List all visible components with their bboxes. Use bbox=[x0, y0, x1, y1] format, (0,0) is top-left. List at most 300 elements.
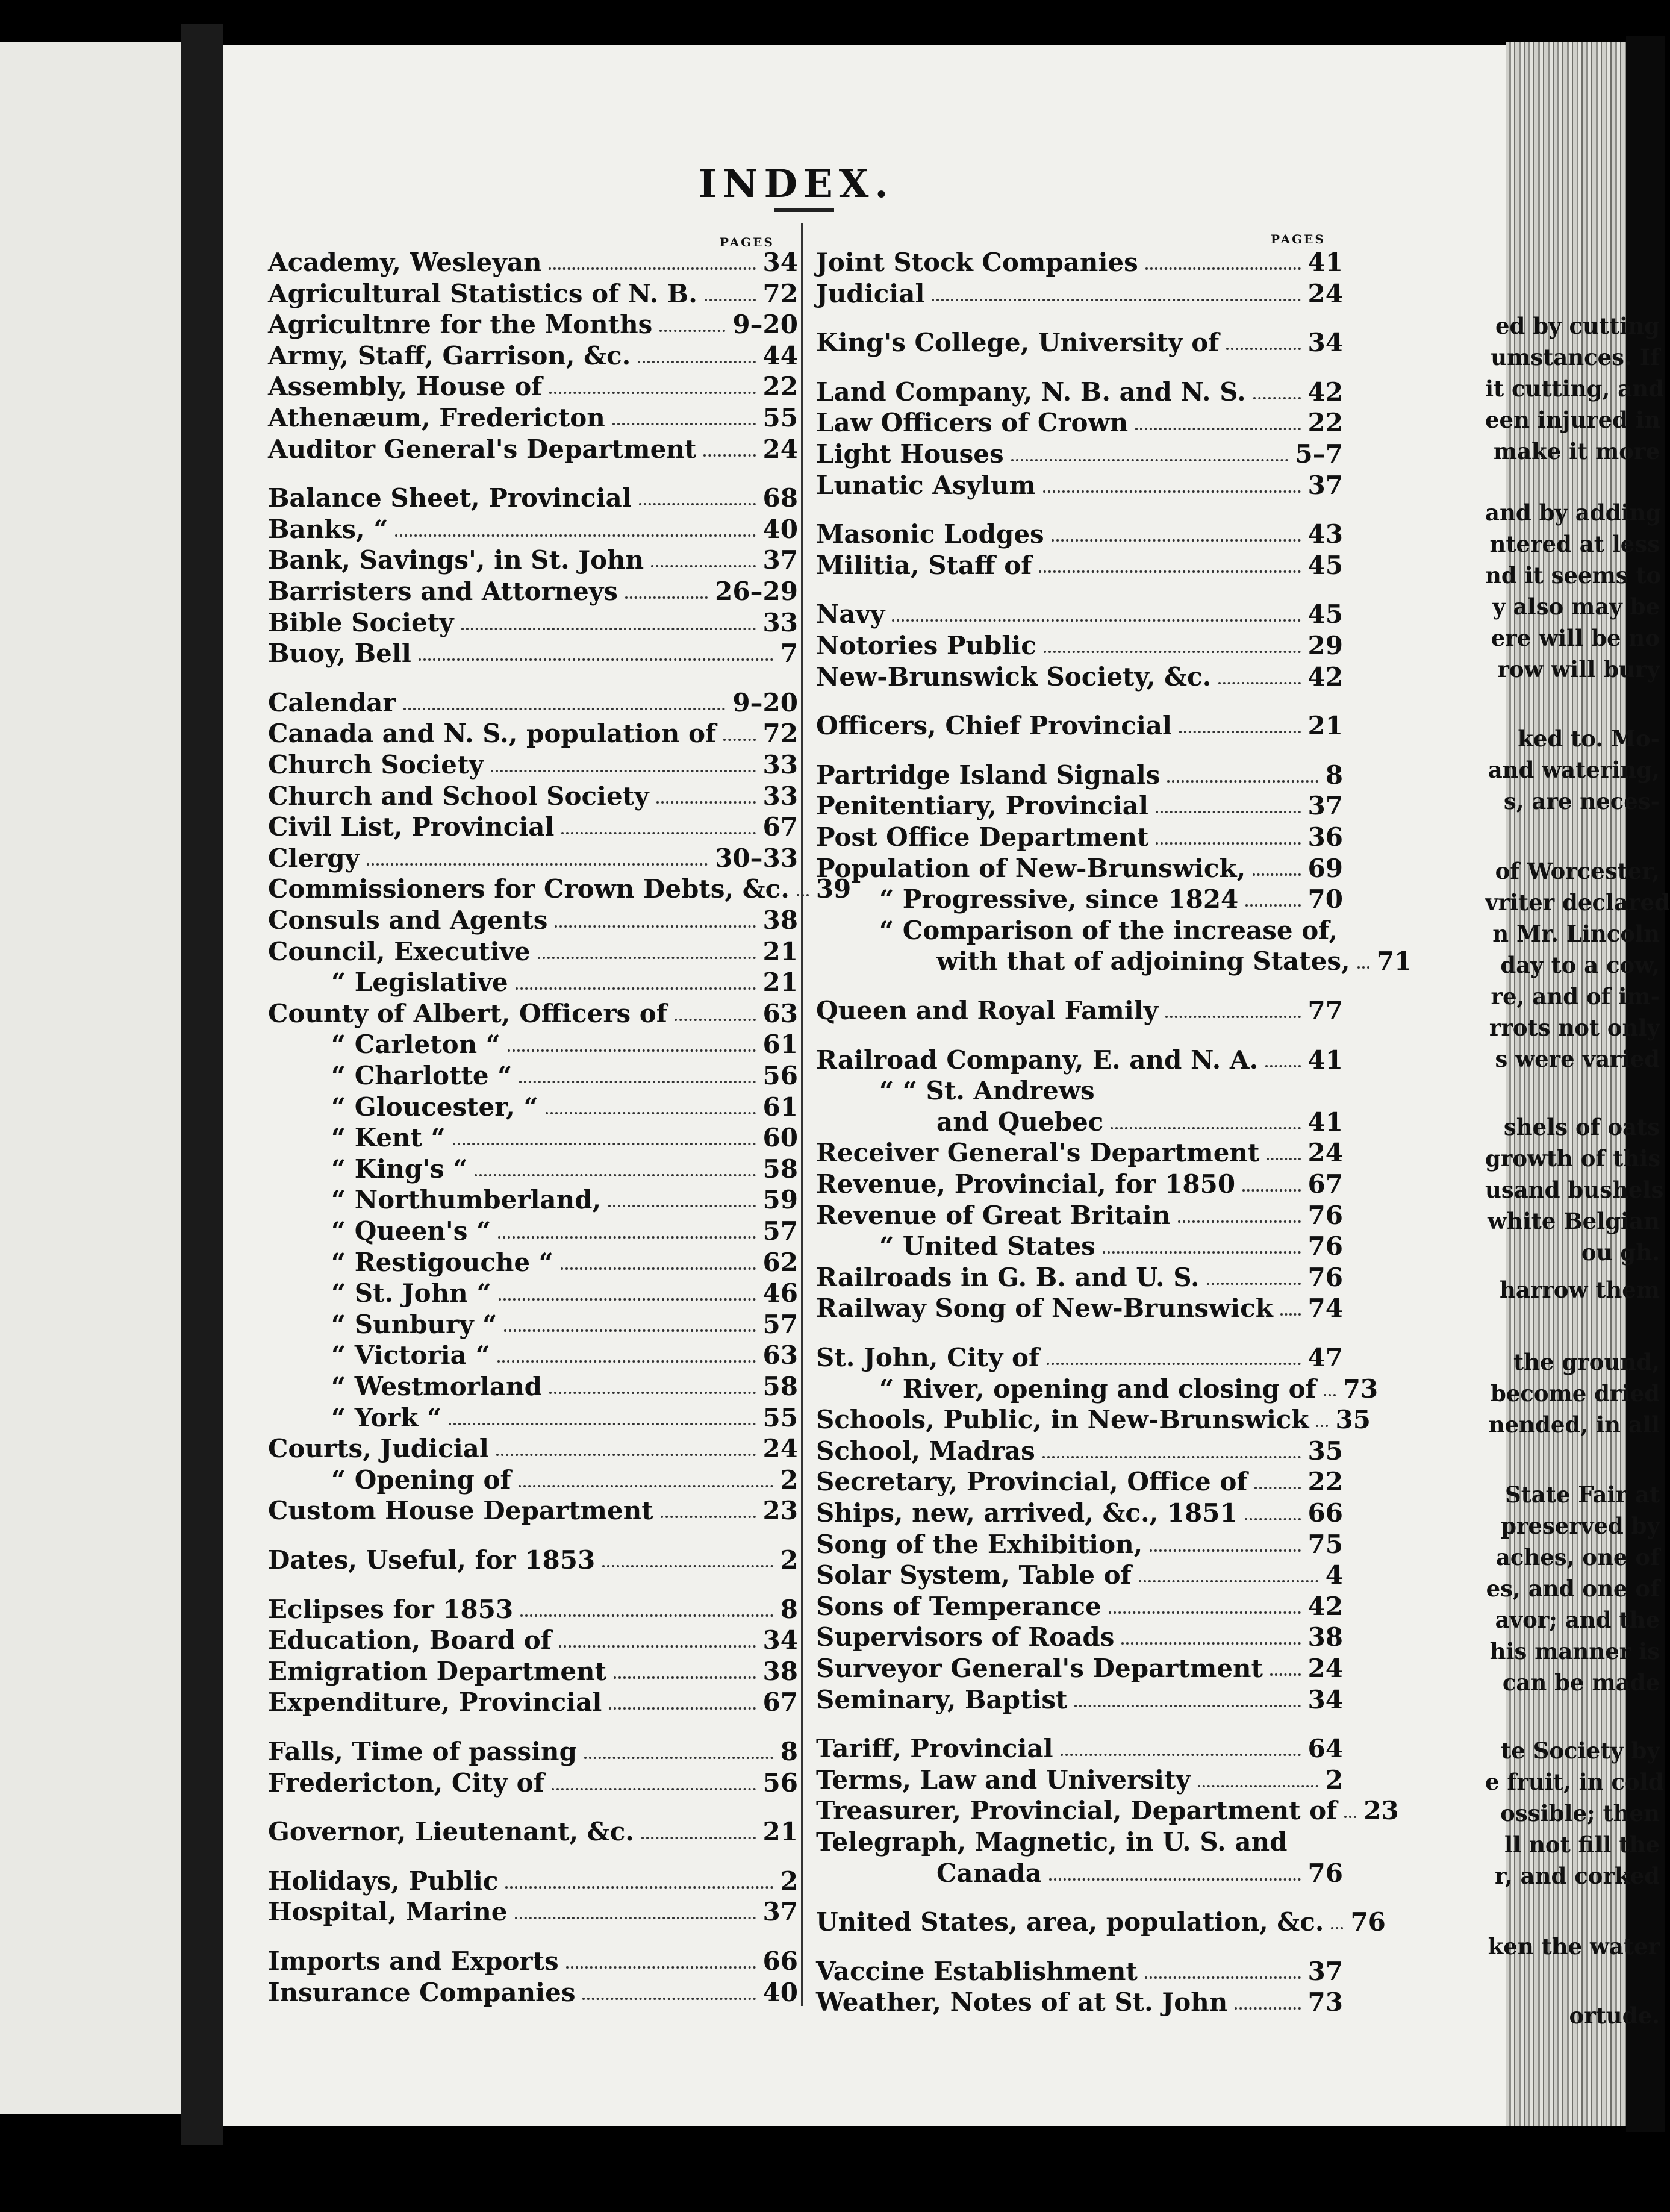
index-page-number: 55 bbox=[762, 1402, 798, 1432]
dot-leader bbox=[932, 299, 1300, 301]
dot-leader bbox=[1344, 1816, 1356, 1818]
index-entry bbox=[268, 434, 798, 465]
index-page-number: 72 bbox=[762, 719, 798, 749]
index-entry bbox=[816, 1653, 1343, 1684]
index-entry bbox=[816, 247, 1343, 278]
index-entry-text: Calendar bbox=[268, 687, 396, 717]
index-entry bbox=[268, 1656, 798, 1687]
dot-leader bbox=[1167, 780, 1318, 783]
index-page-number: 58 bbox=[762, 1372, 798, 1401]
index-entry bbox=[268, 936, 798, 967]
index-page-number: 45 bbox=[1307, 550, 1343, 580]
left-page-text-line: ere will be no bbox=[1491, 625, 1660, 651]
index-entry bbox=[816, 1137, 1343, 1169]
index-page-number: 44 bbox=[762, 340, 798, 370]
index-entry bbox=[268, 1687, 798, 1718]
index-entry bbox=[268, 1545, 798, 1576]
index-page-number: 63 bbox=[762, 1340, 798, 1370]
dot-leader bbox=[453, 1143, 756, 1145]
left-page-text-line: avor; and the bbox=[1495, 1607, 1660, 1633]
dot-leader bbox=[566, 1966, 756, 1969]
dot-leader bbox=[1145, 267, 1301, 270]
left-page-text-line: vriter declared bbox=[1485, 889, 1670, 916]
dot-leader bbox=[449, 1423, 755, 1425]
index-page-number: 37 bbox=[1307, 1956, 1343, 1986]
index-entry-text: Post Office Department bbox=[816, 822, 1149, 852]
index-page-number: 39 bbox=[815, 874, 852, 904]
index-entry bbox=[816, 1075, 1343, 1107]
page-title: INDEX. bbox=[699, 161, 894, 207]
index-entry bbox=[268, 1946, 798, 1977]
index-entry bbox=[268, 1767, 798, 1799]
index-page-number: 37 bbox=[762, 1897, 798, 1927]
left-page-text-line: rrots not only bbox=[1489, 1014, 1660, 1041]
index-page-number: 21 bbox=[762, 936, 798, 966]
dot-leader bbox=[608, 1205, 755, 1207]
left-page-text-line: make it more bbox=[1493, 438, 1660, 464]
dot-leader bbox=[705, 299, 756, 301]
index-page-number: 33 bbox=[762, 781, 798, 811]
index-page-number: 61 bbox=[762, 1092, 798, 1122]
index-entry-text: Revenue, Provincial, for 1850 bbox=[816, 1169, 1236, 1199]
index-entry bbox=[268, 1247, 798, 1278]
index-page-number: 42 bbox=[1307, 1591, 1343, 1621]
index-entry-text: Penitentiary, Provincial bbox=[816, 791, 1148, 821]
dot-leader bbox=[1139, 1580, 1318, 1582]
index-entry bbox=[268, 340, 798, 372]
index-page-number: 73 bbox=[1307, 1987, 1343, 2017]
index-page-number: 68 bbox=[762, 483, 798, 513]
left-page-text-line: een injured in bbox=[1485, 407, 1660, 433]
index-entry-text: Church and School Society bbox=[268, 781, 649, 811]
index-entry bbox=[268, 278, 798, 310]
index-entry-text: Canada bbox=[936, 1858, 1042, 1888]
left-page-text-line: r, and corked bbox=[1495, 1863, 1660, 1889]
index-entry-text: “ St. John “ bbox=[331, 1278, 491, 1308]
index-page-number: 70 bbox=[1307, 884, 1343, 914]
index-entry-text: New-Brunswick Society, &c. bbox=[816, 661, 1212, 692]
index-entry bbox=[268, 1060, 798, 1092]
left-page-text-line: ossible; then bbox=[1500, 1800, 1660, 1826]
index-entry-text: Canada and N. S., population of bbox=[268, 719, 717, 749]
index-page-number: 67 bbox=[1307, 1169, 1343, 1199]
dot-leader bbox=[538, 957, 756, 959]
index-entry bbox=[816, 1436, 1343, 1467]
dot-leader bbox=[1109, 1611, 1301, 1614]
dot-leader bbox=[1226, 348, 1300, 350]
index-entry bbox=[816, 470, 1343, 501]
index-entry-text: Railroad Company, E. and N. A. bbox=[816, 1045, 1259, 1075]
dot-leader bbox=[1198, 1785, 1318, 1787]
index-entry-text: St. John, City of bbox=[816, 1343, 1040, 1372]
dot-leader bbox=[1121, 1642, 1300, 1645]
left-page-text-line: harrow them bbox=[1500, 1276, 1660, 1303]
index-page-number: 46 bbox=[762, 1278, 798, 1308]
index-entry-text: Agricultural Statistics of N. B. bbox=[268, 278, 697, 308]
index-entry-text: Militia, Staff of bbox=[816, 550, 1032, 580]
dot-leader bbox=[1242, 1189, 1300, 1192]
left-page-text-line: can be made bbox=[1502, 1669, 1660, 1696]
dot-leader bbox=[1254, 1487, 1300, 1489]
index-entry bbox=[816, 1342, 1343, 1373]
index-page-number: 37 bbox=[762, 545, 798, 575]
index-page-number: 9–20 bbox=[732, 310, 798, 340]
dot-leader bbox=[519, 1081, 755, 1083]
dot-leader bbox=[1253, 397, 1301, 399]
dot-leader bbox=[584, 1757, 773, 1759]
dot-leader bbox=[1145, 1976, 1301, 1979]
dot-leader bbox=[1265, 1065, 1300, 1067]
left-page-text-line: usand bushels bbox=[1485, 1176, 1664, 1203]
index-entry bbox=[816, 995, 1343, 1026]
index-entry bbox=[268, 687, 798, 719]
dot-leader bbox=[659, 330, 725, 332]
index-entry-text: “ Gloucester, “ bbox=[331, 1092, 538, 1122]
left-page-text-line: row will bury bbox=[1497, 656, 1660, 683]
index-page-number: 37 bbox=[1307, 470, 1343, 500]
index-entry-text: Lunatic Asylum bbox=[816, 470, 1036, 500]
index-entry-text: “ Queen's “ bbox=[331, 1216, 491, 1246]
index-entry bbox=[268, 1371, 798, 1402]
index-entry bbox=[816, 884, 1343, 915]
index-entry-text: “ Northumberland, bbox=[331, 1185, 602, 1215]
index-entry-text: Fredericton, City of bbox=[268, 1767, 544, 1798]
index-page-number: 33 bbox=[762, 750, 798, 780]
index-entry-text: “ Sunbury “ bbox=[331, 1309, 497, 1339]
dot-leader bbox=[1150, 1549, 1300, 1552]
dot-leader bbox=[1357, 966, 1369, 969]
left-page-text-line: umstances. If bbox=[1491, 344, 1660, 370]
index-entry-text: Tariff, Provincial bbox=[816, 1734, 1053, 1764]
dot-leader bbox=[1011, 459, 1288, 461]
index-entry-text: Treasurer, Provincial, Department of bbox=[816, 1796, 1338, 1826]
dot-leader bbox=[1156, 842, 1300, 845]
index-entry-text: Railway Song of New-Brunswick bbox=[816, 1293, 1273, 1323]
left-page-text-line: nended, in all bbox=[1488, 1411, 1660, 1438]
left-page-text-line: ll not fill the bbox=[1504, 1831, 1660, 1858]
index-entry bbox=[268, 967, 798, 998]
index-page-number: 24 bbox=[1307, 1138, 1343, 1168]
index-entry bbox=[268, 1278, 798, 1309]
dot-leader bbox=[639, 503, 756, 505]
index-entry-text: Buoy, Bell bbox=[268, 639, 411, 669]
index-page-number: 40 bbox=[762, 514, 798, 544]
index-entry-text: Law Officers of Crown bbox=[816, 408, 1129, 438]
dot-leader bbox=[520, 1614, 773, 1617]
index-entry bbox=[268, 1029, 798, 1060]
dot-leader bbox=[1049, 1878, 1301, 1881]
dot-leader bbox=[675, 1019, 756, 1021]
index-page-number: 24 bbox=[762, 1434, 798, 1464]
left-page-text-line: te Society by bbox=[1501, 1737, 1660, 1764]
left-page-text-line: it cutting, and bbox=[1485, 375, 1664, 402]
index-entry-text: “ Progressive, since 1824 bbox=[879, 884, 1239, 914]
dot-leader bbox=[1267, 1158, 1300, 1160]
index-page-number: 8 bbox=[780, 1594, 798, 1624]
index-page-number: 23 bbox=[1363, 1796, 1399, 1826]
dot-leader bbox=[625, 596, 708, 599]
index-page-number: 38 bbox=[762, 905, 798, 935]
title-rule bbox=[774, 208, 834, 212]
index-entry bbox=[816, 1684, 1343, 1716]
dot-leader bbox=[1178, 1220, 1301, 1223]
index-entry bbox=[268, 1433, 798, 1464]
index-entry bbox=[816, 1622, 1343, 1653]
dot-leader bbox=[1324, 1394, 1336, 1396]
index-entry bbox=[816, 630, 1343, 661]
index-entry bbox=[816, 1764, 1343, 1796]
index-entry-text: Custom House Department bbox=[268, 1496, 653, 1526]
index-page-number: 57 bbox=[762, 1309, 798, 1339]
index-page-number: 2 bbox=[780, 1866, 798, 1896]
index-entry bbox=[268, 1402, 798, 1434]
index-entry-text: with that of adjoining States, bbox=[936, 946, 1350, 976]
left-page-text-line: n Mr. Lincoln bbox=[1492, 920, 1660, 947]
index-page-number: 30–33 bbox=[715, 843, 798, 873]
index-entry bbox=[268, 718, 798, 749]
index-page-number: 58 bbox=[762, 1154, 798, 1184]
index-entry bbox=[268, 371, 798, 402]
index-entry bbox=[816, 661, 1343, 693]
dot-leader bbox=[561, 832, 755, 834]
index-entry-text: Ships, new, arrived, &c., 1851 bbox=[816, 1498, 1238, 1528]
dot-leader bbox=[515, 1917, 756, 1919]
index-page-number: 41 bbox=[1307, 1107, 1343, 1137]
index-entry-text: “ Opening of bbox=[331, 1464, 511, 1495]
index-entry-text: Navy bbox=[816, 599, 885, 630]
left-page-text-line: of Worcester, bbox=[1495, 858, 1660, 884]
index-entry bbox=[268, 1816, 798, 1848]
index-entry-text: “ Westmorland bbox=[331, 1372, 542, 1401]
index-entry bbox=[816, 946, 1412, 977]
index-entry bbox=[268, 1154, 798, 1185]
index-page-number: 38 bbox=[762, 1656, 798, 1686]
index-entry bbox=[268, 1625, 798, 1656]
index-entry-text: King's College, University of bbox=[816, 328, 1220, 358]
dot-leader bbox=[498, 1236, 755, 1239]
index-entry-text: Song of the Exhibition, bbox=[816, 1529, 1143, 1559]
index-entry-text: Athenæum, Fredericton bbox=[268, 403, 605, 433]
index-page-number: 35 bbox=[1307, 1436, 1343, 1466]
dot-leader bbox=[1165, 1016, 1300, 1018]
index-entry bbox=[816, 1107, 1343, 1138]
index-page-number: 72 bbox=[762, 278, 798, 308]
index-entry bbox=[268, 247, 798, 278]
left-page-text-line: growth of this bbox=[1485, 1145, 1661, 1172]
dot-leader bbox=[1280, 1313, 1301, 1316]
dot-leader bbox=[403, 708, 726, 710]
index-entry bbox=[816, 1826, 1343, 1858]
dot-leader bbox=[1111, 1127, 1300, 1129]
index-entry-text: Consuls and Agents bbox=[268, 905, 548, 935]
index-entry bbox=[268, 1866, 798, 1897]
index-entry bbox=[816, 278, 1343, 310]
index-entry-text: Courts, Judicial bbox=[268, 1434, 489, 1464]
dot-leader bbox=[1061, 1754, 1301, 1756]
index-entry-text: Surveyor General's Department bbox=[816, 1654, 1263, 1683]
index-entry-text: Auditor General's Department bbox=[268, 434, 697, 464]
dot-leader bbox=[661, 1516, 756, 1518]
index-page-number: 71 bbox=[1376, 946, 1412, 976]
dot-leader bbox=[559, 1645, 756, 1648]
index-page-number: 76 bbox=[1307, 1858, 1343, 1888]
index-entry bbox=[268, 905, 798, 936]
index-entry-text: Land Company, N. B. and N. S. bbox=[816, 376, 1246, 407]
index-entry bbox=[816, 1907, 1386, 1938]
dot-leader bbox=[1316, 1425, 1328, 1427]
book-gutter bbox=[181, 24, 223, 2145]
dot-leader bbox=[546, 1112, 756, 1114]
index-entry-text: Secretary, Provincial, Office of bbox=[816, 1467, 1248, 1497]
left-page-text-line: re, and of im- bbox=[1491, 983, 1660, 1010]
index-page-number: 2 bbox=[780, 1464, 798, 1495]
dot-leader bbox=[1044, 651, 1301, 653]
index-entry-text: Notories Public bbox=[816, 631, 1036, 660]
index-page-number: 22 bbox=[1307, 408, 1343, 438]
index-entry-text: “ United States bbox=[879, 1231, 1095, 1261]
index-entry-text: Masonic Lodges bbox=[816, 519, 1044, 549]
index-entry bbox=[816, 439, 1343, 470]
index-entry bbox=[268, 749, 798, 781]
index-page-number: 67 bbox=[762, 812, 798, 842]
index-entry bbox=[268, 873, 852, 905]
index-page-number: 66 bbox=[762, 1946, 798, 1976]
index-page-number: 8 bbox=[1325, 760, 1343, 790]
index-entry bbox=[816, 1529, 1343, 1560]
index-entry-text: Falls, Time of passing bbox=[268, 1737, 577, 1766]
index-entry-text: Telegraph, Magnetic, in U. S. and bbox=[816, 1827, 1288, 1857]
dot-leader bbox=[1245, 1518, 1301, 1520]
left-page-text-line: aches, one of bbox=[1495, 1544, 1660, 1570]
index-entry bbox=[816, 1987, 1343, 2018]
index-entry-text: Queen and Royal Family bbox=[816, 996, 1159, 1025]
index-entry-text: “ Kent “ bbox=[331, 1123, 446, 1153]
index-entry-text: “ Comparison of the increase of, bbox=[879, 915, 1338, 945]
index-page-number: 24 bbox=[1307, 278, 1343, 308]
index-entry-text: Bible Society bbox=[268, 607, 454, 637]
dot-leader bbox=[797, 894, 809, 896]
index-entry-text: Agricultnre for the Months bbox=[268, 310, 653, 340]
index-page-number: 38 bbox=[1307, 1622, 1343, 1652]
index-page-number: 67 bbox=[762, 1687, 798, 1717]
left-page-text-line: s, are neces- bbox=[1503, 788, 1660, 814]
index-entry-text: Joint Stock Companies bbox=[816, 248, 1138, 277]
index-page-number: 34 bbox=[762, 248, 798, 277]
dot-leader bbox=[475, 1174, 755, 1176]
dot-leader bbox=[504, 1329, 755, 1332]
index-entry-text: Solar System, Table of bbox=[816, 1560, 1132, 1590]
index-page-number: 36 bbox=[1307, 822, 1343, 852]
index-page-number: 34 bbox=[762, 1625, 798, 1655]
index-entry-text: County of Albert, Officers of bbox=[268, 998, 667, 1028]
index-entry-text: “ “ St. Andrews bbox=[879, 1076, 1095, 1106]
index-page-number: 24 bbox=[1307, 1654, 1343, 1683]
index-entry bbox=[816, 1795, 1399, 1826]
index-page-number: 21 bbox=[1307, 711, 1343, 741]
dot-leader bbox=[1245, 904, 1300, 907]
index-entry-text: Revenue of Great Britain bbox=[816, 1200, 1171, 1230]
index-entry-text: “ King's “ bbox=[331, 1154, 468, 1184]
index-entry-text: Hospital, Marine bbox=[268, 1897, 508, 1927]
index-page-number: 62 bbox=[762, 1247, 798, 1277]
index-entry-text: Railroads in G. B. and U. S. bbox=[816, 1262, 1200, 1292]
index-page-number: 42 bbox=[1307, 661, 1343, 692]
index-entry-text: Partridge Island Signals bbox=[816, 760, 1161, 790]
dot-leader bbox=[549, 392, 755, 394]
index-entry-text: Banks, “ bbox=[268, 514, 388, 544]
index-entry-text: Terms, Law and University bbox=[816, 1764, 1191, 1795]
index-page-number: 2 bbox=[780, 1545, 798, 1575]
index-entry-text: Academy, Wesleyan bbox=[268, 248, 542, 277]
index-entry-text: “ Carleton “ bbox=[331, 1029, 500, 1060]
index-entry-text: Vaccine Establishment bbox=[816, 1956, 1138, 1986]
dot-leader bbox=[516, 987, 756, 990]
index-entry bbox=[816, 1733, 1343, 1764]
index-entry bbox=[816, 327, 1343, 358]
dot-leader bbox=[552, 1788, 756, 1790]
left-page-text-line: ed by cutting bbox=[1495, 313, 1660, 339]
index-page-number: 57 bbox=[762, 1216, 798, 1246]
index-entry-text: Assembly, House of bbox=[268, 372, 543, 402]
index-page-number: 56 bbox=[762, 1767, 798, 1798]
index-entry-text: “ Restigouche “ bbox=[331, 1247, 553, 1277]
index-page-number: 41 bbox=[1307, 1045, 1343, 1075]
dot-leader bbox=[1253, 873, 1300, 876]
index-entry bbox=[816, 1404, 1371, 1436]
dot-leader bbox=[656, 801, 756, 804]
index-entry bbox=[268, 1092, 798, 1123]
index-page-number: 26–29 bbox=[715, 576, 798, 606]
index-page-number: 34 bbox=[1307, 328, 1343, 358]
dot-leader bbox=[1039, 570, 1300, 573]
index-entry bbox=[268, 607, 798, 639]
dot-leader bbox=[549, 267, 755, 270]
left-page-text-line: preserved by bbox=[1501, 1513, 1660, 1539]
index-entry bbox=[816, 599, 1343, 630]
dot-leader bbox=[892, 619, 1300, 622]
dot-leader bbox=[582, 1998, 755, 2000]
dot-leader bbox=[723, 739, 756, 741]
index-entry-text: Balance Sheet, Provincial bbox=[268, 483, 632, 513]
index-entry bbox=[816, 790, 1343, 822]
index-entry-text: Judicial bbox=[816, 278, 925, 308]
index-entry bbox=[816, 376, 1343, 408]
left-page-text-line: State Fair at bbox=[1504, 1481, 1660, 1508]
index-entry bbox=[816, 1858, 1343, 1889]
index-entry bbox=[816, 1466, 1343, 1498]
index-page-number: 24 bbox=[762, 434, 798, 464]
dot-leader bbox=[1331, 1927, 1343, 1929]
pages-header-left: PAGES bbox=[720, 235, 774, 249]
dot-leader bbox=[549, 1392, 756, 1394]
index-entry-text: Light Houses bbox=[816, 439, 1004, 469]
index-entry-text: Governor, Lieutenant, &c. bbox=[268, 1817, 634, 1847]
index-page-number: 21 bbox=[762, 967, 798, 998]
index-entry-text: Barristers and Attorneys bbox=[268, 576, 618, 606]
index-page-number: 77 bbox=[1307, 996, 1343, 1025]
index-page-number: 74 bbox=[1307, 1293, 1343, 1323]
index-page-number: 59 bbox=[762, 1185, 798, 1215]
index-page-number: 60 bbox=[762, 1123, 798, 1153]
index-entry-text: “ Victoria “ bbox=[331, 1340, 490, 1370]
index-page-number: 7 bbox=[780, 639, 798, 669]
index-page-number: 76 bbox=[1350, 1907, 1386, 1937]
index-page-number: 55 bbox=[762, 403, 798, 433]
index-entry bbox=[816, 710, 1343, 742]
dot-leader bbox=[461, 628, 756, 630]
index-page-number: 37 bbox=[1307, 791, 1343, 821]
index-entry bbox=[816, 407, 1343, 439]
